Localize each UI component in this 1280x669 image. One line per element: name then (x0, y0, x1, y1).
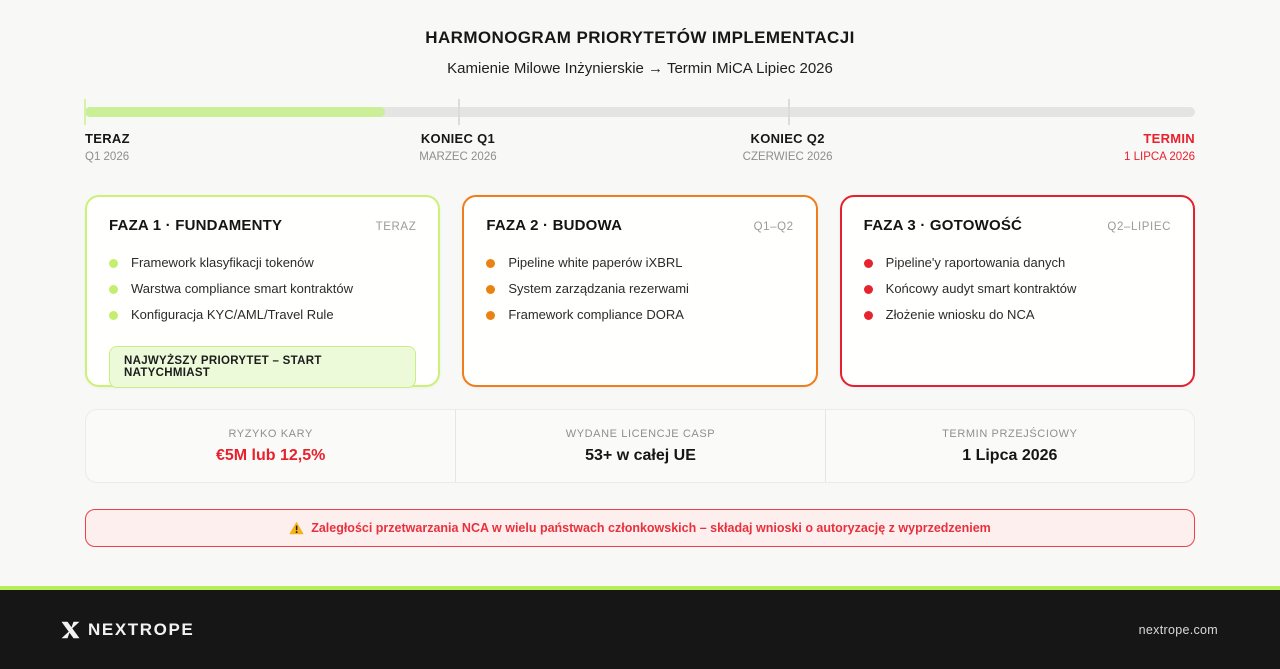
phase-title: FAZA 1 · FUNDAMENTY (109, 217, 283, 234)
phase-card-header (864, 217, 1171, 234)
stat-label: WYDANE LICENCJE CASP (565, 427, 716, 440)
list-item (109, 282, 416, 296)
phase-item-list (864, 256, 1171, 322)
timeline-track (85, 107, 1195, 117)
timeline-tick-q1 (458, 99, 460, 125)
stat-value: 1 Lipca 2026 (962, 446, 1058, 464)
timeline-tick-now (84, 99, 86, 125)
phase-item-text: Framework compliance DORA (508, 307, 684, 322)
milestone-sublabel: MARZEC 2026 (419, 151, 497, 163)
phase-item-text: Framework klasyfikacji tokenów (131, 255, 314, 270)
bullet-dot-icon (486, 259, 495, 268)
phase-timeframe: Q2–LIPIEC (1107, 221, 1171, 233)
list-item (486, 256, 793, 270)
milestone-end-q2 (743, 131, 833, 163)
phase-title: FAZA 2 · BUDOWA (486, 217, 623, 234)
stat-label: RYZYKO KARY (228, 427, 313, 440)
milestone-label: KONIEC Q1 (420, 131, 496, 146)
phase-card-2-budowa (462, 195, 817, 387)
priority-badge: NAJWYŻSZY PRIORYTET – START NATYCHMIAST (109, 346, 416, 388)
warning-text: Zaległości przetwarzania NCA w wielu państwach członkowskich – składaj wnioski o autoryzację z wyprzedzeniem (311, 521, 991, 535)
phase-card-header (109, 217, 416, 234)
list-item (109, 256, 416, 270)
list-item (486, 308, 793, 322)
footer-bar (0, 590, 1280, 669)
stat-value: 53+ w całej UE (585, 446, 696, 464)
milestone-sublabel: 1 LIPCA 2026 (1124, 151, 1195, 163)
timeline-progress-fill (85, 107, 385, 117)
milestone-end-q1 (419, 131, 496, 163)
bullet-dot-icon (864, 285, 873, 294)
bullet-dot-icon (864, 311, 873, 320)
milestone-label: TERMIN (1143, 131, 1195, 146)
phase-item-text: Pipeline white paperów iXBRL (508, 255, 683, 270)
list-item (864, 256, 1171, 270)
footer-website: nextrope.com (1138, 622, 1218, 637)
stat-label: TERMIN PRZEJŚCIOWY (942, 427, 1078, 440)
stat-transition-deadline (825, 410, 1194, 482)
phase-title: FAZA 3 · GOTOWOŚĆ (863, 217, 1023, 234)
phase-item-text: Końcowy audyt smart kontraktów (885, 281, 1077, 296)
phase-item-list (486, 256, 793, 322)
bullet-dot-icon (486, 285, 495, 294)
phase-card-1-fundamenty (85, 195, 440, 387)
brand-name: NEXTROPE (88, 619, 195, 639)
footer (0, 586, 1280, 669)
header (0, 0, 1280, 77)
milestone-sublabel: Q1 2026 (85, 151, 130, 163)
timeline-tick-q2 (788, 99, 790, 125)
warning-triangle-icon (289, 521, 304, 535)
list-item (864, 308, 1171, 322)
list-item (864, 282, 1171, 296)
page-subtitle: Kamienie Milowe Inżynierskie → Termin MiCA Lipiec 2026 (447, 60, 833, 77)
phase-card-3-gotowosc (840, 195, 1195, 387)
phase-card-header (486, 217, 793, 234)
stat-value: €5M lub 12,5% (215, 446, 326, 464)
phase-item-text: Złożenie wniosku do NCA (885, 307, 1035, 322)
bullet-dot-icon (486, 311, 495, 320)
nextrope-x-icon (60, 621, 81, 639)
page-title: HARMONOGRAM PRIORYTETÓW IMPLEMENTACJI (425, 28, 855, 47)
nextrope-logo (60, 620, 194, 640)
list-item (486, 282, 793, 296)
phase-item-text: Warstwa compliance smart kontraktów (131, 281, 354, 296)
bullet-dot-icon (864, 259, 873, 268)
milestone-label: TERAZ (85, 131, 130, 146)
stat-casp-licenses (455, 410, 824, 482)
milestone-sublabel: CZERWIEC 2026 (742, 151, 833, 163)
bullet-dot-icon (109, 259, 118, 268)
stat-penalty-risk (86, 410, 455, 482)
bullet-dot-icon (109, 311, 118, 320)
stats-strip (85, 409, 1195, 483)
phase-item-text: Konfiguracja KYC/AML/Travel Rule (131, 307, 334, 322)
milestone-deadline (1124, 131, 1195, 163)
phase-item-text: System zarządzania rezerwami (508, 281, 689, 296)
warning-banner (85, 509, 1195, 547)
phase-item-text: Pipeline'y raportowania danych (885, 255, 1066, 270)
milestone-label: KONIEC Q2 (750, 131, 825, 146)
phase-item-list (109, 256, 416, 322)
phase-timeframe: Q1–Q2 (753, 221, 794, 233)
phase-cards (85, 195, 1195, 387)
timeline (85, 105, 1195, 171)
milestone-now (85, 131, 130, 163)
list-item (109, 308, 416, 322)
phase-timeframe: TERAZ (375, 221, 417, 233)
bullet-dot-icon (109, 285, 118, 294)
